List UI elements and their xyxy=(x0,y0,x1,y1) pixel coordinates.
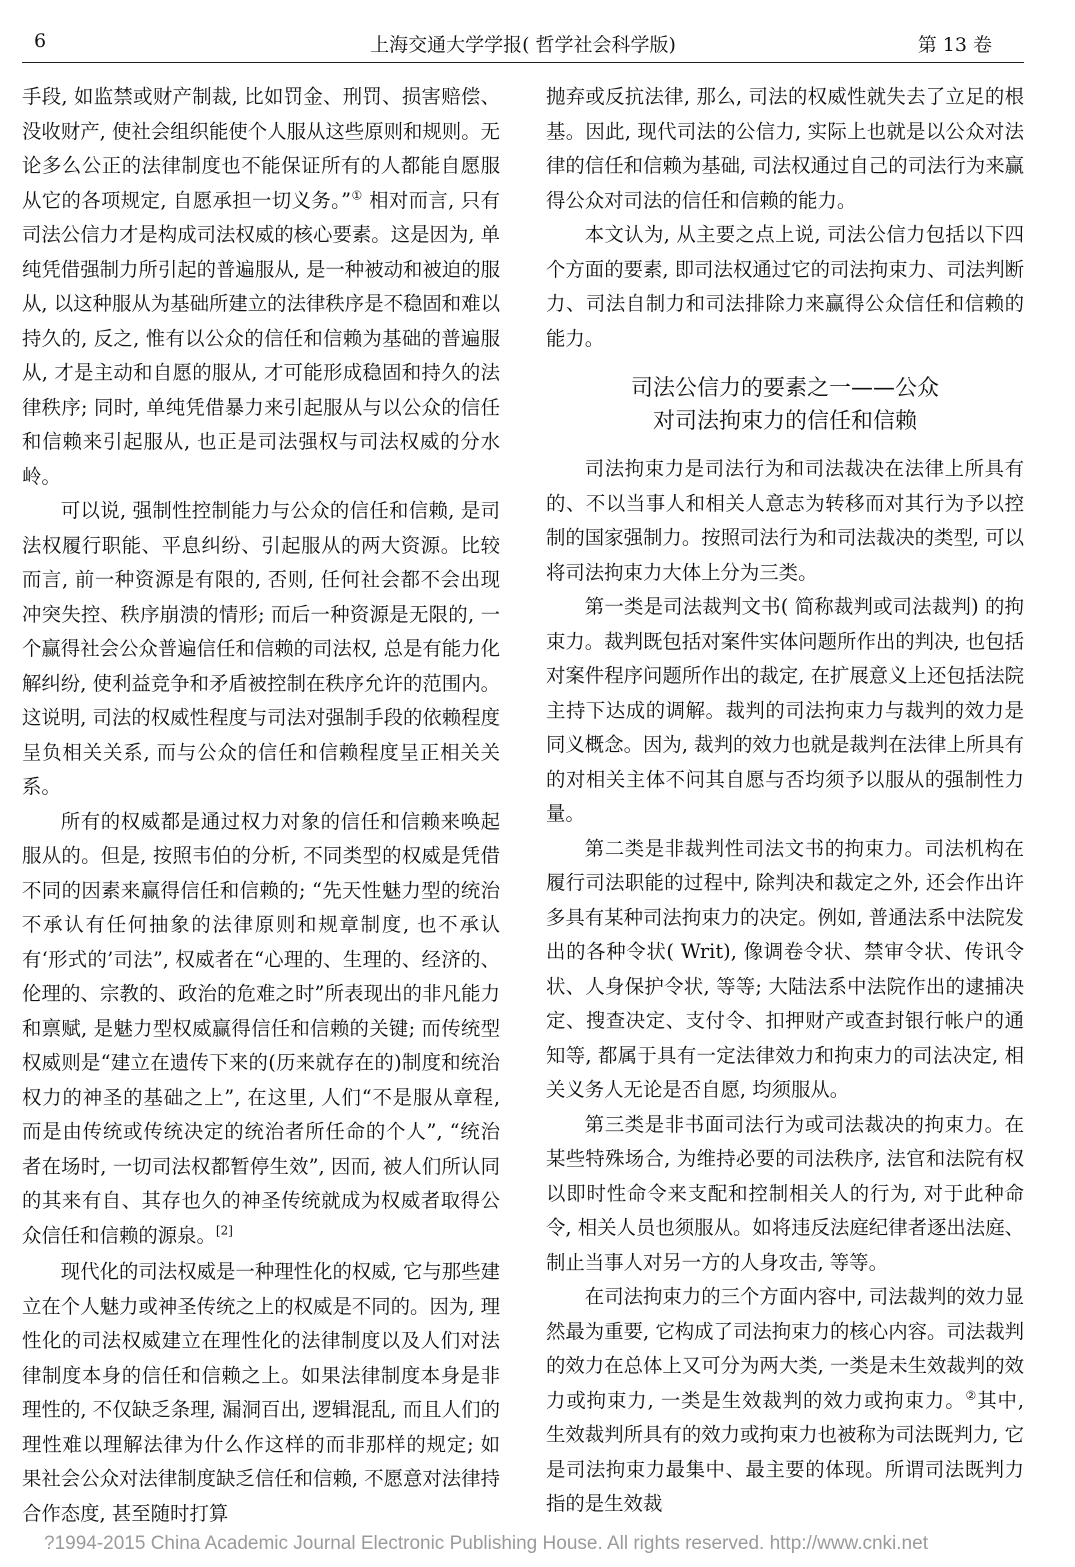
paragraph: 现代化的司法权威是一种理性化的权威, 它与那些建立在个人魅力或神圣传统之上的权威是不同的。因为, 理性化的司法权威建立在理性化的法律制度以及人们对法律制度本身的信任和信赖之上。如果法律制度本身是非理性的, 不仅缺乏条理, 漏洞百出, 逻辑混乱, 而且人们的理性难以理解法律为什么作这样的而非那样的规定; 如果社会公众对法律制度缺乏信任和信赖, 不愿意对法律持合作态度, 甚至随时打算 xyxy=(22,1260,500,1525)
paragraph: 第三类是非书面司法行为或司法裁决的拘束力。在某些特殊场合, 为维持必要的司法秩序, 法官和法院有权以即时性命令来支配和控制相关人的行为, 对于此种命令, 相关人员也须服从。如将违反法庭纪律者逐出法庭、制止当事人对另一方的人身攻击, 等等。 xyxy=(546,1112,1024,1274)
section-heading-line: 司法公信力的要素之一——公众 xyxy=(630,376,939,401)
paragraph: 抛弃或反抗法律, 那么, 司法的权威性就失去了立足的根基。因此, 现代司法的公信力, 实际上也就是以公众对法律的信任和信赖为基础, 司法权通过自己的司法行为来赢得公众对司法的信任和信赖的能力。 xyxy=(546,85,1024,212)
volume-label: 第 13 卷 xyxy=(917,34,992,56)
footnote-marker[interactable]: ① xyxy=(351,188,363,203)
paragraph-text: 手段, 如监禁或财产制裁, 比如罚金、刑罚、损害赔偿、没收财产, 使社会组织能使个人服从这些原则和规则。无论多么公正的法律制度也不能保证所有的人都能自愿服从它的各项规定, 自愿承担一切义务。” xyxy=(22,85,500,212)
paragraph: 第一类是司法裁判文书( 简称裁判或司法裁判) 的拘束力。裁判既包括对案件实体问题所作出的判决, 也包括对案件程序问题所作出的裁定, 在扩展意义上还包括法院主持下达成的调解。裁判的司法拘束力与裁判的效力是同义概念。因为, 裁判的效力也就是裁判在法律上所具有的对相关主体不问其自愿与否均须予以服从的强制性力量。 xyxy=(546,595,1024,825)
paragraph xyxy=(546,1280,1024,1522)
left-column xyxy=(22,80,500,1531)
right-column xyxy=(546,80,1024,1522)
page-number: 6 xyxy=(34,30,47,52)
paragraph xyxy=(22,80,500,494)
paragraph xyxy=(22,805,500,1254)
paragraph-text: 其中, 生效裁判所具有的效力或拘束力也被称为司法既判力, 它是司法拘束力最集中、最主要的体现。所谓司法既判力指的是生效裁 xyxy=(546,1388,1024,1515)
paragraph-text: 相对而言, 只有司法公信力才是构成司法权威的核心要素。这是因为, 单纯凭借强制力所引起的普遍服从, 是一种被动和被迫的服从, 以这种服从为基础所建立的法律秩序是不稳固和难以持久的, 反之, 惟有以公众的信任和信赖为基础的普遍服从, 才是主动和自愿的服从, 才可能形成稳固和持久的法律秩序; 同时, 单纯凭借暴力来引起服从与以公众的信任和信赖来引起服从, 也正是司法强权与司法权威的分水岭。 xyxy=(22,188,500,488)
paragraph-text: 在司法拘束力的三个方面内容中, 司法裁判的效力显然最为重要, 它构成了司法拘束力的核心内容。司法裁判的效力在总体上又可分为两大类, 一类是未生效裁判的效力或拘束力, 一类是生效裁判的效力或拘束力。 xyxy=(546,1285,1024,1412)
paragraph-text: 所有的权威都是通过权力对象的信任和信赖来唤起服从的。但是, 按照韦伯的分析, 不同类型的权威是凭借不同的因素来赢得信任和信赖的; “先天性魅力型的统治不承认有任何抽象的法律原则和规章制度, 也不承认有‘形式的’司法”, 权威者在“心理的、生理的、经济的、伦理的、宗教的、政治的危难之时”所表现出的非凡能力和禀赋, 是魅力型权威赢得信任和信赖的关键; 而传统型权威则是“建立在遗传下来的(历来就存在的)制度和统治权力的神圣的基础之上”, 在这里, 人们“不是服从章程, 而是由传统或传统决定的统治者所任命的个人”, “统治者在场时, 一切司法权都暂停生效”, 因而, 被人们所认同的其来有自、其存也久的神圣传统就成为权威者取得公众信任和信赖的源泉。 xyxy=(22,809,500,1247)
paragraph: 本文认为, 从主要之点上说, 司法公信力包括以下四个方面的要素, 即司法权通过它的司法拘束力、司法判断力、司法自制力和司法排除力来赢得公众信任和信赖的能力。 xyxy=(546,223,1024,350)
copyright-watermark: ?1994-2015 China Academic Journal Electronic Publishing House. All rights reserved. http://www.cnki.net xyxy=(44,1533,928,1554)
running-header xyxy=(22,28,1024,63)
footnote-marker[interactable]: ② xyxy=(965,1388,978,1403)
paragraph: 司法拘束力是司法行为和司法裁决在法律上所具有的、不以当事人和相关人意志为转移而对其行为予以控制的国家强制力。按照司法行为和司法裁决的类型, 可以将司法拘束力大体上分为三类。 xyxy=(546,457,1024,584)
section-heading-line: 对司法拘束力的信任和信赖 xyxy=(652,409,917,434)
journal-title: 上海交通大学学报( 哲学社会科学版) xyxy=(370,34,676,56)
section-heading xyxy=(546,372,1024,438)
citation-marker[interactable]: [2] xyxy=(215,1223,233,1238)
paragraph: 可以说, 强制性控制能力与公众的信任和信赖, 是司法权履行职能、平息纠纷、引起服从的两大资源。比较而言, 前一种资源是有限的, 否则, 任何社会都不会出现冲突失控、秩序崩溃的情形; 而后一种资源是无限的, 一个赢得社会公众普遍信任和信赖的司法权, 总是有能力化解纠纷, 使利益竞争和矛盾被控制在秩序允许的范围内。这说明, 司法的权威性程度与司法对强制手段的依赖程度呈负相关关系, 而与公众的信任和信赖程度呈正相关关系。 xyxy=(22,499,500,798)
paragraph: 第二类是非裁判性司法文书的拘束力。司法机构在履行司法职能的过程中, 除判决和裁定之外, 还会作出许多具有某种司法拘束力的决定。例如, 普通法系中法院发出的各种令状( Writ), 像调卷令状、禁审令状、传讯令状、人身保护令状, 等等; 大陆法系中法院作出的逮捕决定、搜查决定、支付令、扣押财产或查封银行帐户的通知等, 都属于具有一定法律效力和拘束力的司法决定, 相关义务人无论是否自愿, 均须服从。 xyxy=(546,836,1024,1101)
